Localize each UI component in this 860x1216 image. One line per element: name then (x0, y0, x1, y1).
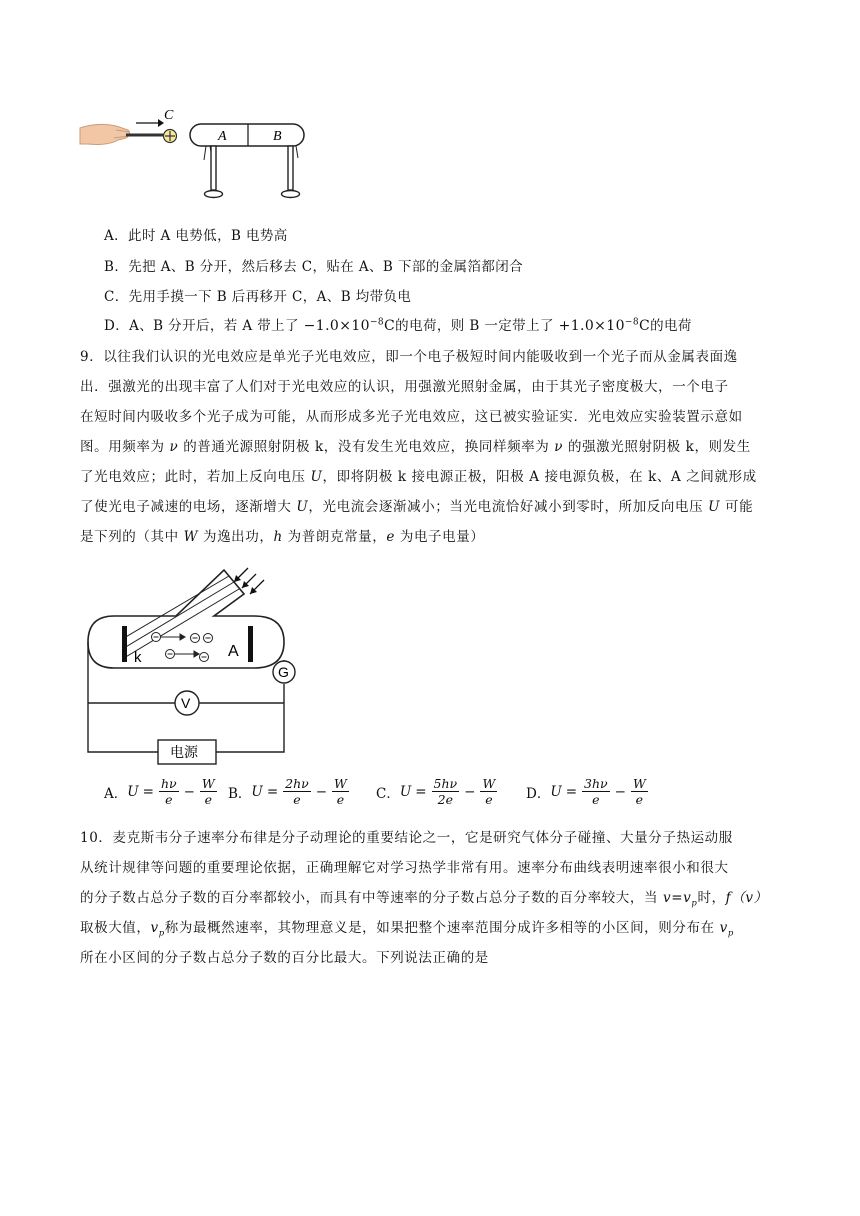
label-b: B (273, 129, 282, 144)
q8-option-c: C．先用手摸一下 B 后再移开 C，A、B 均带负电 (104, 289, 412, 305)
q10-line-3: 的分子数占总分子数的百分率都较小，而具有中等速率的分子数占总分子数的百分率较大，当 $v=v_p$时，f（v） (80, 890, 768, 909)
conductor-pair (190, 124, 304, 146)
electrostatic-induction-figure (78, 108, 318, 208)
label-v: V (181, 695, 191, 711)
label-anode: A (228, 643, 239, 660)
q9-line-6: 了使光电子减速的电场，逐渐增大 U，光电流会逐渐减小；当光电流恰好减小到零时，所加反向电压 U 可能 (80, 499, 754, 515)
q10-line-1: 10．麦克斯韦分子速率分布律是分子动理论的重要结论之一，它是研究气体分子碰撞、大量分子热运动服 (80, 830, 733, 846)
q8-option-a: A．此时 A 电势低，B 电势高 (104, 228, 288, 244)
q9-option-b: B． U = $\frac{2h\nu}{e}$ − $\frac{W}{e}$ (228, 776, 347, 807)
q10-line-2: 从统计规律等问题的重要理论依据，正确理解它对学习热学非常有用。速率分布曲线表明速率很小和很大 (80, 860, 729, 876)
q9-option-d: D． U = $\frac{3h\nu}{e}$ − $\frac{W}{e}$ (526, 776, 646, 807)
photoelectric-circuit-figure (84, 556, 308, 768)
arrow-icon (136, 119, 164, 127)
q9-option-a: A． U = $\frac{h\nu}{e}$ − $\frac{W}{e}$ (104, 776, 215, 807)
q9-option-c: C． U = $\frac{5h\nu}{2e}$ − $\frac{W}{e}$ (376, 776, 496, 807)
anode (248, 626, 253, 662)
positive-charge-icon (164, 130, 177, 143)
q9-line-4: 图。用频率为 ν 的普通光源照射阴极 k，没有发生光电效应，换同样频率为 ν 的强激光照射阴极 k，则发生 (80, 439, 751, 455)
q10-line-4: 取极大值，$v_p$称为最概然速率，其物理意义是，如果把整个速率范围分成许多相等的小区间，则分布在 $v_p$ (80, 920, 734, 939)
label-c: C (164, 108, 174, 123)
q9-line-2: 出．强激光的出现丰富了人们对于光电效应的认识，用强激光照射金属，由于其光子密度极大，一个电子 (80, 379, 729, 395)
label-k: k (134, 649, 142, 666)
q10-line-5: 所在小区间的分子数占总分子数的百分比最大。下列说法正确的是 (80, 950, 489, 966)
label-g: G (278, 664, 289, 680)
q9-line-5: 了光电效应；此时，若加上反向电压 U，即将阴极 k 接电源正极，阳极 A 接电源负极，在 k、A 之间就形成 (80, 469, 757, 485)
q9-line-3: 在短时间内吸收多个光子成为可能，从而形成多光子光电效应，这已被实验证实．光电效应实验装置示意如 (80, 409, 743, 425)
q9-line-7: 是下列的（其中 W 为逸出功，h 为普朗克常量，e 为电子电量） (80, 529, 485, 545)
label-a: A (218, 129, 227, 144)
q8-option-d: D．A、B 分开后，若 A 带上了 $-1.0\times 10^{-8}C$的电荷，则 B 一定带上了 $+1.0\times 10^{-8}C$的电荷 (104, 317, 692, 334)
q9-line-1: 9．以往我们认识的光电效应是单光子光电效应，即一个电子极短时间内能吸收到一个光子而从金属表面逸 (80, 349, 738, 365)
label-power: 电源 (170, 745, 198, 761)
vacuum-tube (88, 570, 284, 668)
cathode (122, 626, 127, 662)
q8-option-b: B．先把 A、B 分开，然后移去 C，贴在 A、B 下部的金属箔都闭合 (104, 259, 524, 275)
insulating-stands (205, 146, 300, 198)
hand-icon (80, 124, 130, 144)
